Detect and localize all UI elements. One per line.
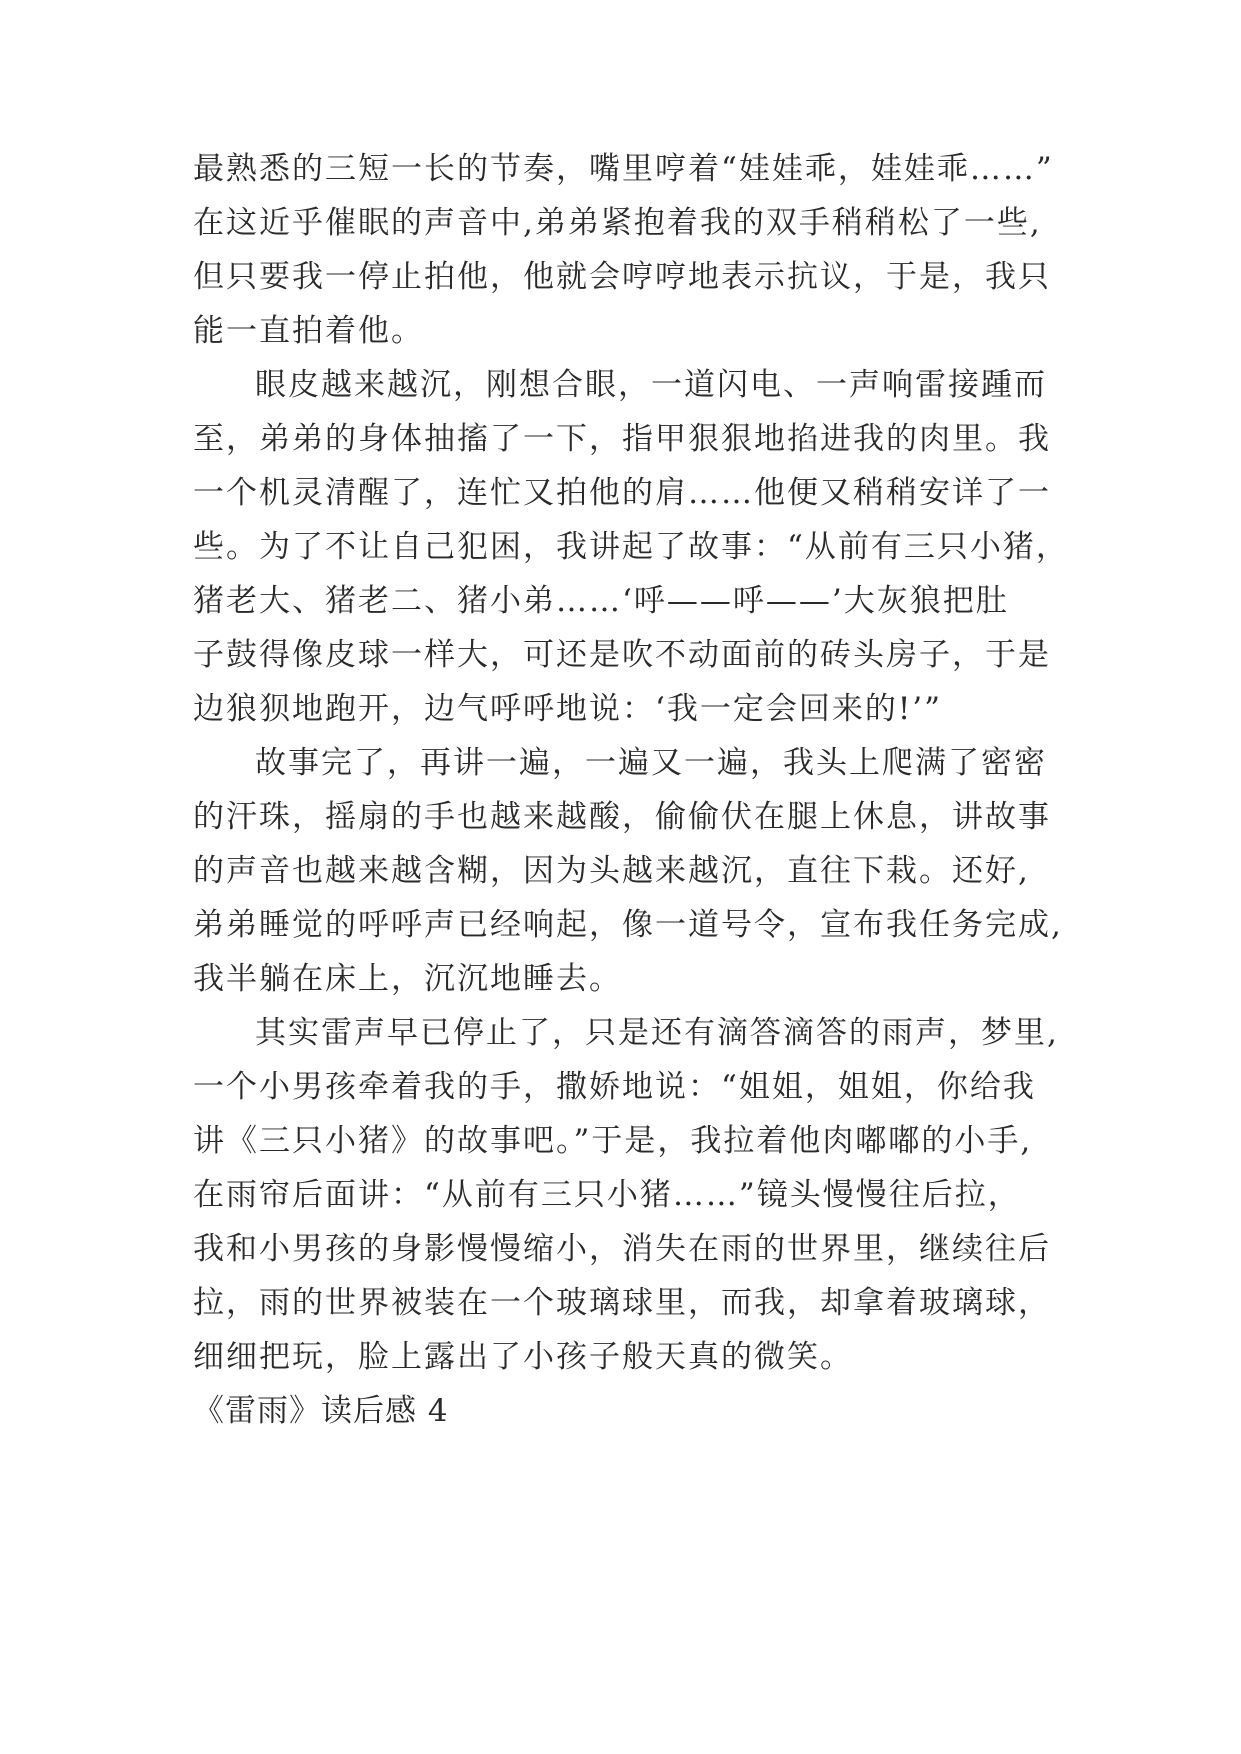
text-line: 的声音也越来越含糊，因为头越来越沉，直往下栽。还好, bbox=[193, 853, 1030, 889]
text-line: 拉，雨的世界被装在一个玻璃球里，而我，却拿着玻璃球， bbox=[193, 1285, 1051, 1321]
section-heading: 《雷雨》读后感 4 bbox=[193, 1393, 449, 1429]
text-line: 在雨帘后面讲：“从前有三只小猪……”镜头慢慢往后拉， bbox=[193, 1177, 1021, 1213]
text-line: 边狼狈地跑开，边气呼呼地说：‘我一定会回来的!’” bbox=[193, 691, 943, 727]
text-line: 子鼓得像皮球一样大，可还是吹不动面前的砖头房子，于是 bbox=[193, 637, 1051, 673]
text-line: 猪老大、猪老二、猪小弟……‘呼——呼——’大灰狼把肚 bbox=[193, 583, 1009, 619]
text-line: 的汗珠，摇扇的手也越来越酸，偷偷伏在腿上休息，讲故事 bbox=[193, 799, 1051, 835]
text-line: 些。为了不让自己犯困，我讲起了故事：“从前有三只小猪， bbox=[193, 529, 1069, 565]
text-line: 一个小男孩牵着我的手，撒娇地说：“姐姐，姐姐，你给我 bbox=[193, 1069, 1036, 1105]
text-line: 至，弟弟的身体抽搐了一下，指甲狠狠地掐进我的肉里。我 bbox=[193, 421, 1051, 457]
text-line: 其实雷声早已停止了，只是还有滴答滴答的雨声，梦里, bbox=[255, 1015, 1059, 1051]
text-line: 我半躺在床上，沉沉地睡去。 bbox=[193, 961, 622, 997]
text-line: 能一直拍着他。 bbox=[193, 313, 424, 349]
text-line: 眼皮越来越沉，刚想合眼，一道闪电、一声响雷接踵而 bbox=[255, 367, 1047, 403]
text-line: 弟弟睡觉的呼呼声已经响起，像一道号令，宣布我任务完成, bbox=[193, 907, 1063, 943]
text-line: 在这近乎催眠的声音中,弟弟紧抱着我的双手稍稍松了一些, bbox=[193, 205, 1042, 241]
text-line: 但只要我一停止拍他，他就会哼哼地表示抗议，于是，我只 bbox=[193, 259, 1051, 295]
text-line: 细细把玩，脸上露出了小孩子般天真的微笑。 bbox=[193, 1339, 853, 1375]
text-line: 一个机灵清醒了，连忙又拍他的肩……他便又稍稍安详了一 bbox=[193, 475, 1051, 511]
text-line: 讲《三只小猪》的故事吧。”于是，我拉着他肉嘟嘟的小手, bbox=[193, 1123, 1033, 1159]
text-line: 我和小男孩的身影慢慢缩小，消失在雨的世界里，继续往后 bbox=[193, 1231, 1051, 1267]
text-line: 故事完了，再讲一遍，一遍又一遍，我头上爬满了密密 bbox=[255, 745, 1047, 781]
text-line: 最熟悉的三短一长的节奏，嘴里哼着“娃娃乖，娃娃乖……” bbox=[193, 151, 1054, 187]
